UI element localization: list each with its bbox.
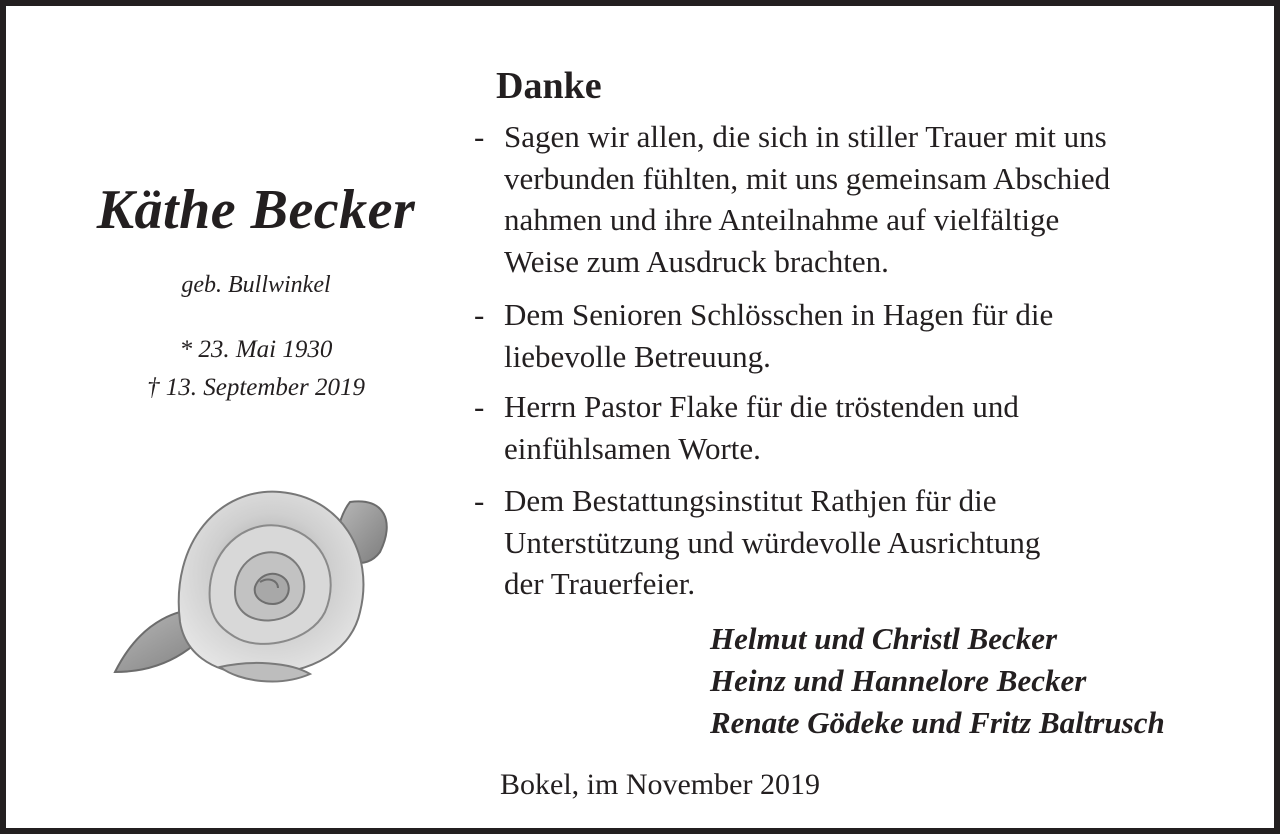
deceased-name: Käthe Becker [96, 179, 416, 241]
thanks-line: Dem Senioren Schlösschen in Hagen für die [504, 297, 1054, 332]
list-dash: - [474, 297, 485, 332]
signer-name: Renate Gödeke und Fritz Baltrusch [710, 705, 1165, 740]
thanks-line: Herrn Pastor Flake für die tröstenden und [504, 389, 1019, 424]
list-dash: - [474, 389, 485, 424]
death-date: † 13. September 2019 [146, 374, 366, 401]
rose-icon [110, 482, 400, 692]
thanks-line: Dem Bestattungsinstitut Rathjen für die [504, 483, 997, 518]
place-date: Bokel, im November 2019 [500, 768, 820, 801]
list-dash: - [474, 483, 485, 518]
thanks-line: Unterstützung und würdevolle Ausrichtung [504, 524, 1041, 560]
signers [710, 618, 1165, 744]
maiden-name: geb. Bullwinkel [181, 272, 331, 298]
list-dash: - [474, 119, 485, 154]
thanks-line: nahmen und ihre Anteilnahme auf vielfältige [504, 202, 1060, 237]
signer-name: Heinz und Hannelore Becker [710, 663, 1087, 698]
thanks-line: der Trauerfeier. [504, 566, 696, 601]
thanks-line: Weise zum Ausdruck brachten. [504, 243, 889, 279]
thanks-line: liebevolle Betreuung. [504, 338, 771, 374]
thanks-item [474, 116, 1110, 282]
heading: Danke [496, 65, 602, 107]
birth-date: * 23. Mai 1930 [179, 336, 333, 363]
thanks-item [474, 294, 1053, 377]
thanks-item [474, 386, 1019, 469]
thanks-line: verbunden fühlten, mit uns gemeinsam Abschied [504, 160, 1111, 196]
signer-name: Helmut und Christl Becker [710, 621, 1058, 656]
thanks-line: Sagen wir allen, die sich in stiller Trauer mit uns [504, 119, 1107, 154]
thanks-item [474, 480, 1040, 605]
thanks-line: einfühlsamen Worte. [504, 430, 761, 466]
